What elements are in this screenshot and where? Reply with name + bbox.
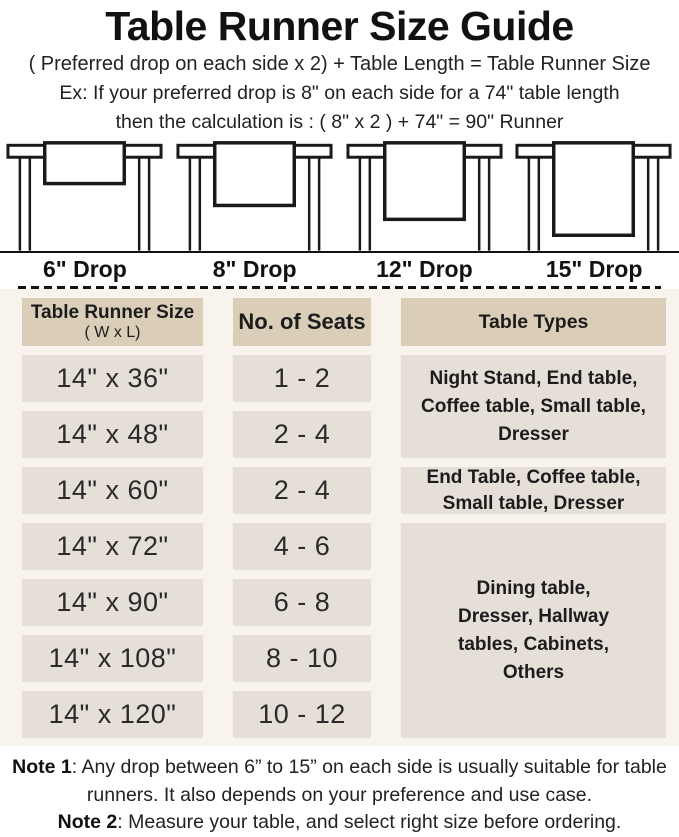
seats-cell: 2 - 4	[233, 411, 371, 458]
drop-label-12: 12" Drop	[376, 256, 473, 282]
table-types-group-large-text: Dining table, Dresser, Hallway tables, Cabinets, Others	[457, 577, 610, 683]
table-runner-diagram-icon	[340, 141, 509, 251]
size-cell: 14" x 108"	[22, 635, 203, 682]
table-runner-diagram-icon	[0, 141, 169, 251]
seats-cell: 6 - 8	[233, 579, 371, 626]
table-types-group-small	[401, 355, 666, 458]
note-2-label: Note 2	[57, 811, 118, 833]
note-2-text: : Measure your table, and select right size before ordering.	[117, 811, 622, 833]
drop-label-8: 8" Drop	[212, 256, 297, 282]
example-line-2: then the calculation is : ( 8" x 2 ) + 74" = 90" Runner	[115, 111, 564, 133]
size-cell: 14" x 60"	[22, 467, 203, 514]
note-2	[10, 809, 669, 837]
seats-cell: 2 - 4	[233, 467, 371, 514]
note-1	[10, 754, 669, 809]
notes-section	[0, 746, 679, 837]
size-cell: 14" x 48"	[22, 411, 203, 458]
table-illustration-15-drop	[509, 141, 679, 251]
size-chart-section	[0, 289, 679, 746]
drop-labels-row	[0, 253, 679, 286]
note-1-text: : Any drop between 6” to 15” on each side is usually suitable for table runners. It also depends on your preference and use case.	[71, 756, 667, 806]
example-line-1: Ex: If your preferred drop is 8" on each side for a 74" table length	[59, 82, 620, 104]
size-cell: 14" x 120"	[22, 691, 203, 738]
column-header-types: Table Types	[401, 298, 666, 346]
drop-illustrations	[0, 141, 679, 251]
size-cell: 14" x 72"	[22, 523, 203, 570]
size-cell: 14" x 90"	[22, 579, 203, 626]
table-types-group-medium-text: End Table, Coffee table, Small table, Dresser	[426, 466, 641, 514]
column-header-size	[22, 298, 203, 346]
table-illustration-12-drop	[340, 141, 510, 251]
table-illustration-6-drop	[0, 141, 170, 251]
table-types-group-medium	[401, 467, 666, 514]
page-title: Table Runner Size Guide	[105, 3, 574, 49]
table-illustration-8-drop	[170, 141, 340, 251]
seats-cell: 10 - 12	[233, 691, 371, 738]
table-types-group-small-text: Night Stand, End table, Coffee table, Small table, Dresser	[421, 367, 646, 445]
drop-label-6: 6" Drop	[43, 256, 127, 282]
seats-cell: 8 - 10	[233, 635, 371, 682]
seats-cell: 4 - 6	[233, 523, 371, 570]
column-header-size-subtitle: ( W x L)	[84, 324, 141, 341]
note-1-label: Note 1	[12, 756, 72, 778]
size-cell: 14" x 36"	[22, 355, 203, 402]
size-chart-table	[22, 298, 679, 738]
drop-label-15: 15" Drop	[545, 256, 643, 282]
formula-text: ( Preferred drop on each side x 2) + Table Length = Table Runner Size	[28, 53, 651, 75]
intro-section	[0, 0, 679, 137]
table-runner-diagram-icon	[509, 141, 678, 251]
table-types-group-large	[401, 523, 666, 738]
seats-cell: 1 - 2	[233, 355, 371, 402]
column-header-seats: No. of Seats	[233, 298, 371, 346]
table-runner-diagram-icon	[170, 141, 339, 251]
column-header-size-title: Table Runner Size	[30, 302, 195, 323]
